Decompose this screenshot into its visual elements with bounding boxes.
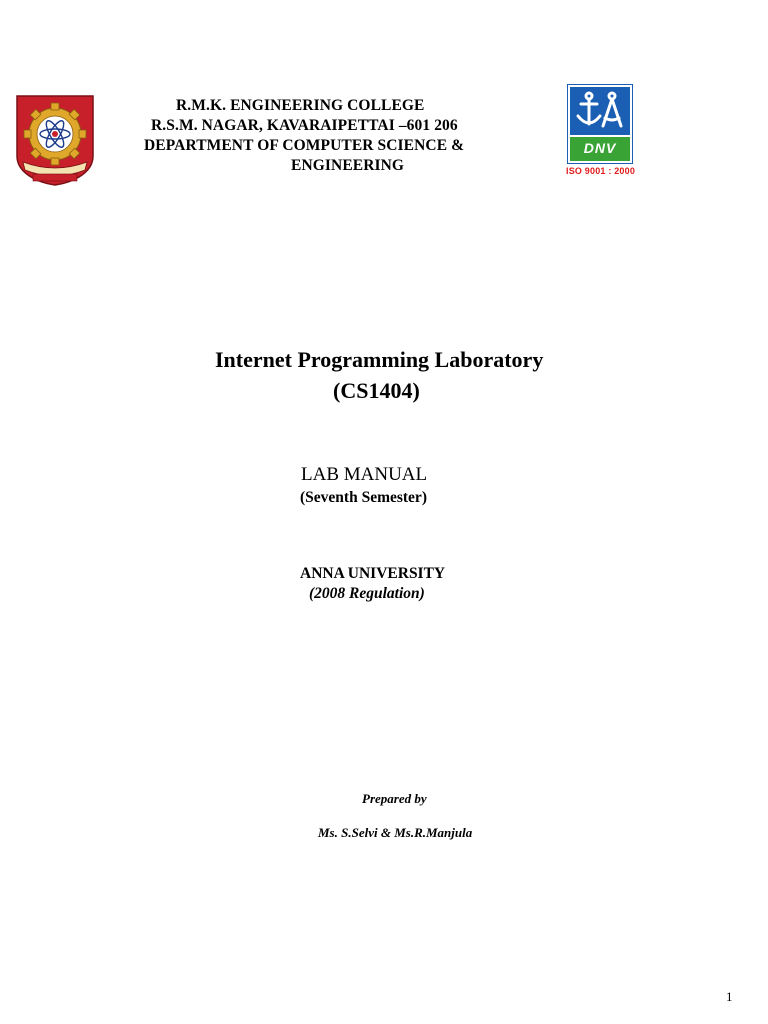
course-title: Internet Programming Laboratory <box>215 347 544 372</box>
department-line-1: DEPARTMENT OF COMPUTER SCIENCE & <box>144 137 465 154</box>
dnv-logo-text: DNV <box>583 140 617 156</box>
college-address: R.S.M. NAGAR, KAVARAIPETTAI –601 206 <box>151 117 458 134</box>
course-code: (CS1404) <box>333 378 420 403</box>
page-number: 1 <box>726 989 733 1004</box>
dnv-certification-icon <box>567 84 633 164</box>
prepared-by-label: Prepared by <box>362 791 427 806</box>
department-line-2: ENGINEERING <box>291 157 405 174</box>
lab-manual-label: LAB MANUAL <box>301 464 428 485</box>
iso-certification-text: ISO 9001 : 2000 <box>566 166 636 176</box>
author-names: Ms. S.Selvi & Ms.R.Manjula <box>318 825 473 840</box>
university-name: ANNA UNIVERSITY <box>300 565 446 582</box>
college-name: R.M.K. ENGINEERING COLLEGE <box>176 97 425 114</box>
semester-label: (Seventh Semester) <box>300 489 427 506</box>
regulation-label: (2008 Regulation) <box>309 585 425 602</box>
college-emblem-icon <box>13 94 97 186</box>
